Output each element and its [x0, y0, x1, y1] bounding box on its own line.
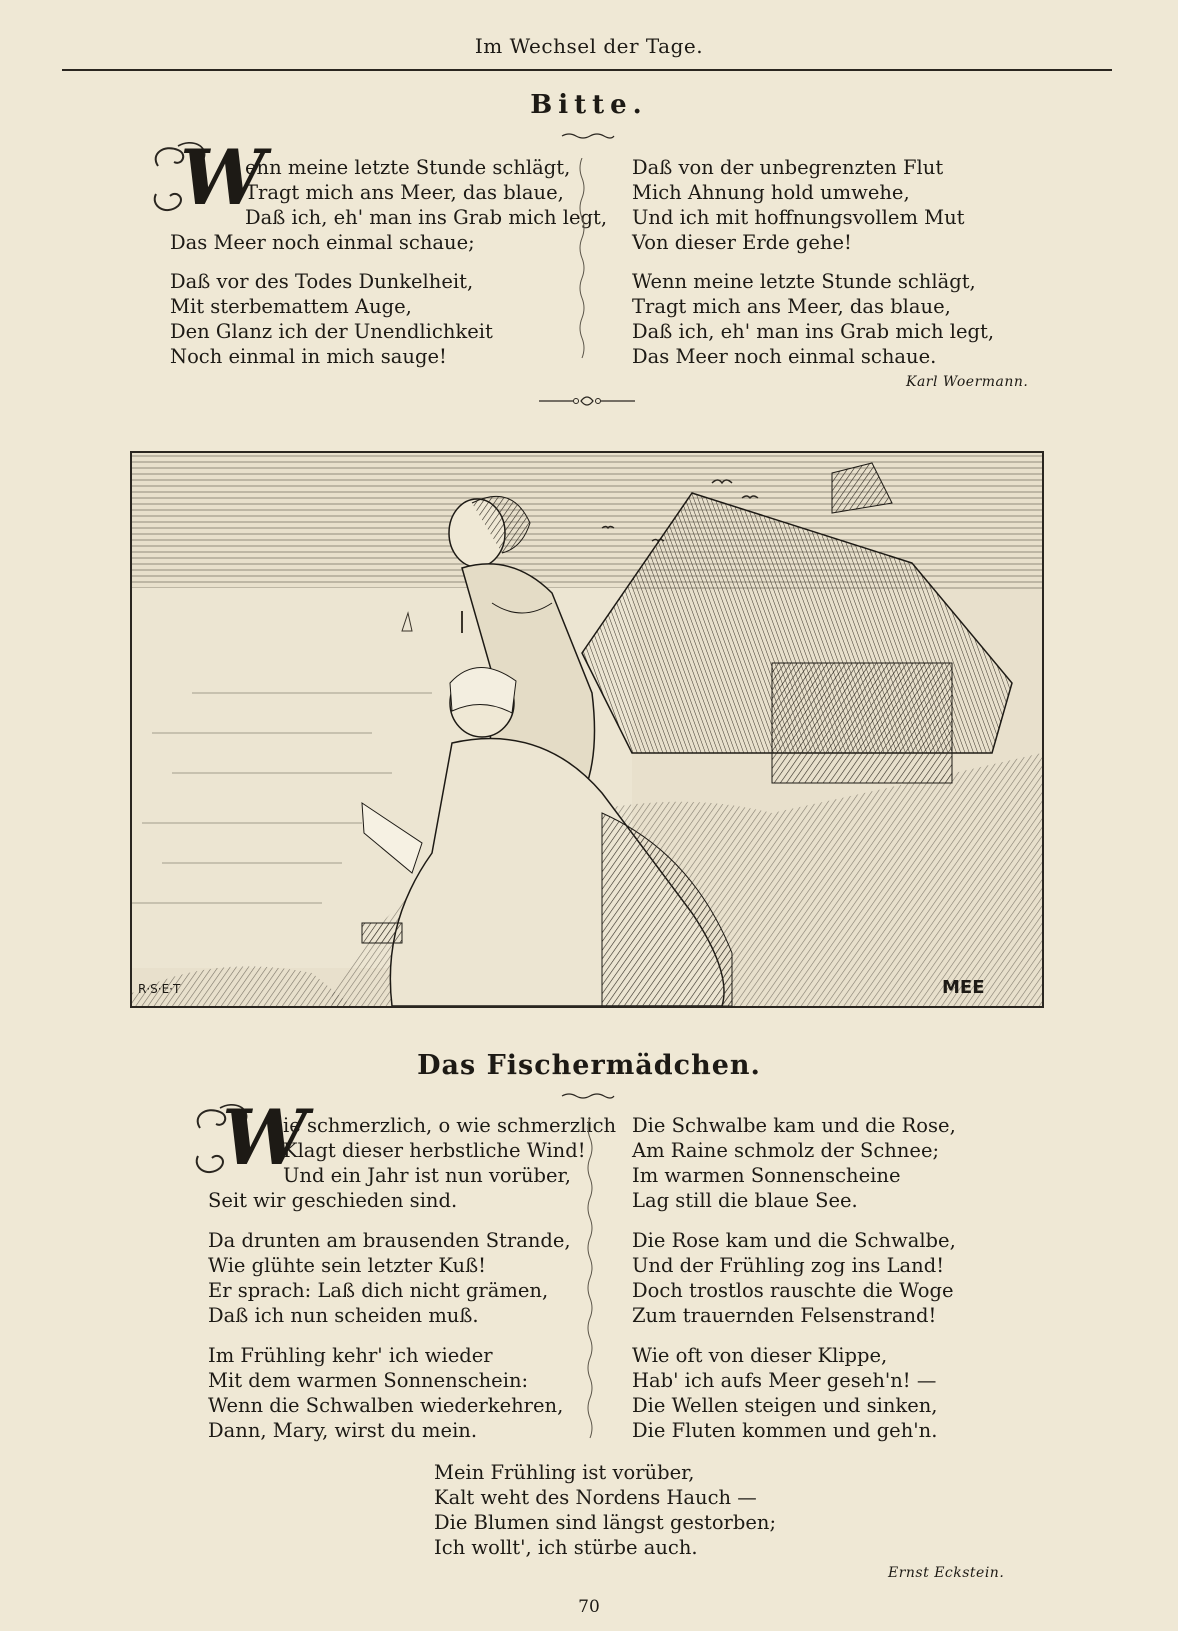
poem2-left-column: [208, 1113, 617, 1458]
header-rule: [62, 69, 1112, 71]
poem-line: Daß ich nun scheiden muß.: [208, 1304, 479, 1327]
poem-line: Im Frühling kehr' ich wieder: [208, 1344, 493, 1367]
poem-line: Wie oft von dieser Klippe,: [632, 1344, 888, 1367]
poem-line: Die Blumen sind längst gestorben;: [434, 1511, 777, 1534]
section-ornament: [537, 391, 637, 411]
poem-line: enn meine letzte Stunde schlägt,: [245, 156, 571, 179]
poem-line: Da drunten am brausenden Strande,: [208, 1229, 571, 1252]
title-squiggle-ornament: [560, 131, 616, 141]
poem2-dropcap: W: [222, 1093, 308, 1182]
poem-line: Kalt weht des Nordens Hauch —: [434, 1486, 757, 1509]
running-head: Im Wechsel der Tage.: [474, 34, 704, 58]
poem-line: Daß ich, eh' man ins Grab mich legt,: [245, 206, 608, 229]
title-squiggle-ornament: [560, 1091, 616, 1101]
poem1-title: Bitte.: [530, 90, 648, 120]
poem1-author: Karl Woermann.: [906, 374, 1029, 390]
poem2-title: Das Fischermädchen.: [417, 1050, 761, 1081]
poem-line: Ich wollt', ich stürbe auch.: [434, 1536, 698, 1559]
poem-line: Das Meer noch einmal schaue.: [632, 345, 937, 368]
poem-line: Tragt mich ans Meer, das blaue,: [245, 181, 564, 204]
poem-line: Lag still die blaue See.: [632, 1189, 858, 1212]
poem2-author: Ernst Eckstein.: [888, 1565, 1005, 1581]
poem-line: Das Meer noch einmal schaue;: [170, 231, 475, 254]
poem-line: Und der Frühling zog ins Land!: [632, 1254, 945, 1277]
poem-line: Daß vor des Todes Dunkelheit,: [170, 270, 474, 293]
poem-line: Den Glanz ich der Unendlichkeit: [170, 320, 493, 343]
poem-line: Er sprach: Laß dich nicht grämen,: [208, 1279, 549, 1302]
poem-line: Mich Ahnung hold umwehe,: [632, 181, 910, 204]
stanza: [170, 155, 608, 255]
poem-line: Doch trostlos rauschte die Woge: [632, 1279, 954, 1302]
stanza: [170, 269, 570, 369]
poem-line: Daß von der unbegrenzten Flut: [632, 156, 944, 179]
poem-line: Noch einmal in mich sauge!: [170, 345, 447, 368]
poem-line: Von dieser Erde gehe!: [632, 231, 852, 254]
stanza: [632, 155, 1052, 255]
poem-line: Mit sterbemattem Auge,: [170, 295, 412, 318]
poem-line: Und ein Jahr ist nun vorüber,: [283, 1164, 571, 1187]
poem-line: Die Schwalbe kam und die Rose,: [632, 1114, 956, 1137]
stanza: [208, 1343, 588, 1443]
engraver-signature-right: MEE: [942, 977, 985, 998]
stanza: [632, 269, 1052, 369]
poem1-dropcap: W: [180, 133, 266, 222]
column-divider-ornament: [586, 1118, 594, 1448]
poem-line: Die Rose kam und die Schwalbe,: [632, 1229, 956, 1252]
stanza: [632, 1343, 1052, 1443]
poem-line: Im warmen Sonnenscheine: [632, 1164, 901, 1187]
stanza: [208, 1113, 617, 1213]
stanza: [632, 1113, 1052, 1213]
poem-line: Wenn die Schwalben wiederkehren,: [208, 1394, 564, 1417]
poem-line: Klagt dieser herbstliche Wind!: [283, 1139, 586, 1162]
stanza: [632, 1228, 1052, 1328]
poem-line: Hab' ich aufs Meer geseh'n! —: [632, 1369, 937, 1392]
poem2-right-column: [632, 1113, 1052, 1458]
poem-line: Daß ich, eh' man ins Grab mich legt,: [632, 320, 995, 343]
poem-line: Und ich mit hoffnungsvollem Mut: [632, 206, 965, 229]
poem1-right-column: [632, 155, 1052, 383]
poem-line: Die Wellen steigen und sinken,: [632, 1394, 938, 1417]
stanza: [208, 1228, 588, 1328]
engraving-illustration: [130, 451, 1044, 1008]
poem-line: Am Raine schmolz der Schnee;: [632, 1139, 940, 1162]
poem-line: Wenn meine letzte Stunde schlägt,: [632, 270, 976, 293]
poem-line: Die Fluten kommen und geh'n.: [632, 1419, 938, 1442]
poem1-left-column: [170, 155, 608, 383]
poem-line: Tragt mich ans Meer, das blaue,: [632, 295, 951, 318]
poem-line: Mit dem warmen Sonnenschein:: [208, 1369, 529, 1392]
poem-line: Zum trauernden Felsenstrand!: [632, 1304, 937, 1327]
page-number: 70: [578, 1597, 600, 1617]
poem-line: Mein Frühling ist vorüber,: [434, 1461, 695, 1484]
poem2-final-stanza: [434, 1460, 814, 1560]
poem-line: Wie glühte sein letzter Kuß!: [208, 1254, 486, 1277]
poem-line: Dann, Mary, wirst du mein.: [208, 1419, 478, 1442]
engraver-signature-left: R·S·E·T: [138, 982, 181, 996]
poem-line: Seit wir geschieden sind.: [208, 1189, 458, 1212]
column-divider-ornament: [578, 158, 586, 368]
poem-line: ie schmerzlich, o wie schmerzlich: [283, 1114, 617, 1137]
